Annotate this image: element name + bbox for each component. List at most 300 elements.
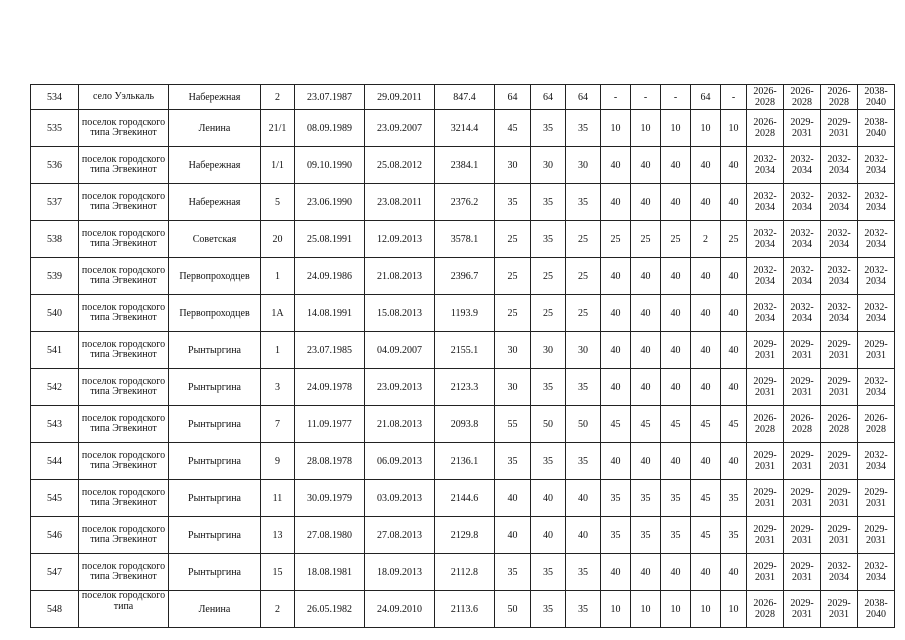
table-cell: поселок городского типа Эгвекинот: [79, 332, 169, 369]
table-row: [31, 110, 895, 147]
table-cell: 35: [531, 591, 566, 628]
table-cell: поселок городского типа Эгвекинот: [79, 184, 169, 221]
table-row: [31, 406, 895, 443]
table-cell: 548: [31, 591, 79, 628]
table-cell: 40: [631, 443, 661, 480]
table-cell: 2029-2031: [747, 369, 784, 406]
table-cell: 2144.6: [435, 480, 495, 517]
table-cell: 1: [261, 258, 295, 295]
table-cell: 40: [721, 554, 747, 591]
table-cell: 545: [31, 480, 79, 517]
table-cell: 25: [566, 295, 601, 332]
table-cell: 24.09.2010: [365, 591, 435, 628]
table-cell: 3578.1: [435, 221, 495, 258]
table-cell: 2032-2034: [784, 184, 821, 221]
table-cell: 30: [566, 332, 601, 369]
table-cell: 35: [721, 480, 747, 517]
table-cell: 2032-2034: [858, 443, 895, 480]
table-cell: 2026-2028: [747, 406, 784, 443]
table-cell: 2032-2034: [784, 258, 821, 295]
table-cell: 35: [631, 480, 661, 517]
table-cell: 40: [495, 480, 531, 517]
table-cell: 2032-2034: [858, 554, 895, 591]
table-cell: поселок городского типа Эгвекинот: [79, 443, 169, 480]
table-cell: 1А: [261, 295, 295, 332]
table-cell: 40: [721, 184, 747, 221]
table-cell: 40: [566, 480, 601, 517]
table-cell: 2032-2034: [784, 221, 821, 258]
table-cell: 40: [691, 147, 721, 184]
table-body: [31, 85, 895, 628]
table-cell: 50: [495, 591, 531, 628]
table-cell: 2026-2028: [747, 591, 784, 628]
table-cell: 35: [531, 554, 566, 591]
table-cell: 40: [661, 369, 691, 406]
table-cell: Ленина: [169, 110, 261, 147]
table-cell: 40: [691, 184, 721, 221]
table-cell: 40: [721, 295, 747, 332]
table-cell: 40: [661, 554, 691, 591]
table-cell: 537: [31, 184, 79, 221]
table-cell: 40: [601, 147, 631, 184]
table-cell: 40: [531, 480, 566, 517]
table-cell: 2032-2034: [747, 221, 784, 258]
table-cell: 2032-2034: [821, 147, 858, 184]
table-cell: Набережная: [169, 184, 261, 221]
table-cell: 18.08.1981: [295, 554, 365, 591]
table-row: [31, 147, 895, 184]
table-cell: 30: [495, 332, 531, 369]
table-cell: 2029-2031: [784, 110, 821, 147]
table-cell: 25: [495, 258, 531, 295]
table-cell: 2136.1: [435, 443, 495, 480]
table-cell: 2032-2034: [858, 184, 895, 221]
table-cell: 35: [531, 184, 566, 221]
table-cell: 35: [661, 517, 691, 554]
table-cell: 35: [661, 480, 691, 517]
table-cell: 2026-2028: [747, 110, 784, 147]
table-cell: 2029-2031: [858, 480, 895, 517]
table-cell: 3214.4: [435, 110, 495, 147]
table-cell: 55: [495, 406, 531, 443]
table-cell: 35: [601, 517, 631, 554]
table-cell: 23.07.1985: [295, 332, 365, 369]
table-cell: 40: [661, 184, 691, 221]
table-cell: 25: [631, 221, 661, 258]
table-cell: 40: [661, 258, 691, 295]
table-cell: 2155.1: [435, 332, 495, 369]
table-row: [31, 517, 895, 554]
table-row: [31, 184, 895, 221]
table-cell: 2026-2028: [821, 406, 858, 443]
table-cell: 539: [31, 258, 79, 295]
table-cell: 2026-2028: [784, 406, 821, 443]
table-cell: поселок городского типа Эгвекинот: [79, 258, 169, 295]
table-cell: 25: [495, 221, 531, 258]
table-cell: 14.08.1991: [295, 295, 365, 332]
table-cell: 45: [631, 406, 661, 443]
table-cell: 2396.7: [435, 258, 495, 295]
table-cell: 40: [691, 554, 721, 591]
table-cell: Набережная: [169, 85, 261, 110]
table-cell: Рынтыргина: [169, 480, 261, 517]
table-cell: 2029-2031: [821, 110, 858, 147]
table-row: [31, 258, 895, 295]
table-cell: 45: [691, 517, 721, 554]
table-cell: 40: [601, 443, 631, 480]
table-cell: 2032-2034: [858, 221, 895, 258]
table-row: [31, 369, 895, 406]
table-cell: 13: [261, 517, 295, 554]
table-cell: 40: [601, 369, 631, 406]
table-cell: 35: [721, 517, 747, 554]
table-cell: 2032-2034: [821, 184, 858, 221]
table-cell: -: [601, 85, 631, 110]
table-cell: 23.08.2011: [365, 184, 435, 221]
table-cell: 40: [691, 332, 721, 369]
table-cell: 23.09.2013: [365, 369, 435, 406]
table-cell: 27.08.2013: [365, 517, 435, 554]
table-cell: Набережная: [169, 147, 261, 184]
table-row: [31, 332, 895, 369]
table-cell: 2026-2028: [858, 406, 895, 443]
table-cell: 40: [601, 554, 631, 591]
table-cell: 35: [601, 480, 631, 517]
table-cell: 23.07.1987: [295, 85, 365, 110]
table-cell: 2029-2031: [821, 591, 858, 628]
table-cell: 40: [691, 443, 721, 480]
table-row: [31, 85, 895, 110]
table-cell: 541: [31, 332, 79, 369]
table-cell: поселок городского типа: [79, 591, 169, 628]
table-cell: 40: [631, 369, 661, 406]
table-row: [31, 295, 895, 332]
table-cell: 40: [631, 184, 661, 221]
table-cell: 30: [566, 147, 601, 184]
table-cell: 2029-2031: [784, 332, 821, 369]
table-cell: 45: [691, 406, 721, 443]
table-cell: 543: [31, 406, 79, 443]
table-cell: 40: [631, 554, 661, 591]
table-cell: 40: [721, 258, 747, 295]
table-cell: 45: [691, 480, 721, 517]
table-cell: 2032-2034: [821, 258, 858, 295]
table-cell: 24.09.1986: [295, 258, 365, 295]
table-cell: 15.08.2013: [365, 295, 435, 332]
table-cell: 5: [261, 184, 295, 221]
table-cell: 2: [691, 221, 721, 258]
table-cell: 2029-2031: [784, 554, 821, 591]
table-cell: 2032-2034: [747, 184, 784, 221]
table-cell: 30: [531, 147, 566, 184]
table-cell: 35: [531, 221, 566, 258]
table-cell: -: [661, 85, 691, 110]
table-cell: 2038-2040: [858, 85, 895, 110]
table-cell: 10: [631, 591, 661, 628]
table-cell: 2029-2031: [747, 443, 784, 480]
table-cell: 1/1: [261, 147, 295, 184]
table-cell: 25: [601, 221, 631, 258]
table-cell: поселок городского типа Эгвекинот: [79, 369, 169, 406]
table-row: [31, 591, 895, 628]
table-cell: 40: [601, 332, 631, 369]
table-cell: 35: [495, 184, 531, 221]
table-cell: 50: [531, 406, 566, 443]
table-cell: 03.09.2013: [365, 480, 435, 517]
table-cell: Первопроходцев: [169, 258, 261, 295]
table-cell: 2: [261, 85, 295, 110]
table-cell: 2032-2034: [858, 295, 895, 332]
table-cell: 64: [531, 85, 566, 110]
table-cell: 25: [661, 221, 691, 258]
table-cell: 25: [495, 295, 531, 332]
table-cell: 2029-2031: [747, 517, 784, 554]
table-cell: 2032-2034: [784, 147, 821, 184]
table-cell: 2032-2034: [784, 295, 821, 332]
table-cell: 10: [691, 110, 721, 147]
table-cell: 45: [661, 406, 691, 443]
table-cell: 25.08.1991: [295, 221, 365, 258]
table-cell: 28.08.1978: [295, 443, 365, 480]
table-cell: 538: [31, 221, 79, 258]
table-cell: 547: [31, 554, 79, 591]
table-cell: 540: [31, 295, 79, 332]
table-cell: 2029-2031: [784, 443, 821, 480]
table-cell: 40: [531, 517, 566, 554]
table-cell: 25.08.2012: [365, 147, 435, 184]
table-cell: 2032-2034: [858, 147, 895, 184]
table-cell: 40: [601, 184, 631, 221]
table-cell: 2029-2031: [821, 517, 858, 554]
housing-table: [30, 84, 895, 628]
table-cell: 40: [601, 258, 631, 295]
table-cell: Рынтыргина: [169, 406, 261, 443]
table-row: [31, 480, 895, 517]
table-cell: 2029-2031: [747, 554, 784, 591]
table-cell: Рынтыргина: [169, 369, 261, 406]
table-cell: 64: [691, 85, 721, 110]
table-cell: Рынтыргина: [169, 517, 261, 554]
table-cell: 847.4: [435, 85, 495, 110]
table-cell: село Уэлькаль: [79, 85, 169, 110]
table-cell: 25: [531, 258, 566, 295]
table-cell: 35: [531, 110, 566, 147]
table-cell: 25: [566, 221, 601, 258]
table-row: [31, 221, 895, 258]
table-cell: поселок городского типа Эгвекинот: [79, 110, 169, 147]
table-cell: поселок городского типа Эгвекинот: [79, 147, 169, 184]
table-cell: 40: [631, 258, 661, 295]
table-cell: 40: [601, 295, 631, 332]
table-cell: 546: [31, 517, 79, 554]
table-cell: 06.09.2013: [365, 443, 435, 480]
table-cell: Рынтыргина: [169, 332, 261, 369]
table-cell: поселок городского типа Эгвекинот: [79, 295, 169, 332]
table-cell: 11: [261, 480, 295, 517]
table-cell: 21/1: [261, 110, 295, 147]
table-cell: 2029-2031: [784, 591, 821, 628]
table-cell: -: [721, 85, 747, 110]
table-cell: 35: [631, 517, 661, 554]
table-cell: 35: [566, 184, 601, 221]
table-row: [31, 554, 895, 591]
table-cell: 40: [661, 332, 691, 369]
table-cell: 2113.6: [435, 591, 495, 628]
table-cell: 1193.9: [435, 295, 495, 332]
table-cell: 09.10.1990: [295, 147, 365, 184]
table-cell: 35: [531, 443, 566, 480]
table-cell: 7: [261, 406, 295, 443]
table-cell: 10: [601, 110, 631, 147]
table-cell: 10: [661, 591, 691, 628]
table-cell: 2032-2034: [747, 147, 784, 184]
table-cell: Рынтыргина: [169, 443, 261, 480]
table-cell: 2029-2031: [821, 480, 858, 517]
table-cell: 15: [261, 554, 295, 591]
table-cell: 2032-2034: [747, 295, 784, 332]
table-cell: 12.09.2013: [365, 221, 435, 258]
table-cell: 2029-2031: [747, 332, 784, 369]
table-cell: поселок городского типа Эгвекинот: [79, 554, 169, 591]
table-cell: 40: [631, 147, 661, 184]
table-cell: 08.09.1989: [295, 110, 365, 147]
table-cell: 11.09.1977: [295, 406, 365, 443]
table-cell: 35: [566, 443, 601, 480]
table-cell: Ленина: [169, 591, 261, 628]
table-cell: 64: [495, 85, 531, 110]
table-cell: 2029-2031: [784, 517, 821, 554]
table-cell: 30: [495, 369, 531, 406]
table-cell: поселок городского типа Эгвекинот: [79, 221, 169, 258]
table-cell: 2032-2034: [858, 258, 895, 295]
table-cell: Рынтыргина: [169, 554, 261, 591]
table-cell: 2029-2031: [784, 369, 821, 406]
table-cell: Советская: [169, 221, 261, 258]
table-cell: 10: [631, 110, 661, 147]
table-cell: 2038-2040: [858, 110, 895, 147]
table-cell: 40: [495, 517, 531, 554]
table-cell: 30: [531, 332, 566, 369]
table-cell: 10: [721, 591, 747, 628]
table-cell: 535: [31, 110, 79, 147]
table-cell: 45: [721, 406, 747, 443]
table-cell: 3: [261, 369, 295, 406]
table-cell: 04.09.2007: [365, 332, 435, 369]
table-cell: поселок городского типа Эгвекинот: [79, 517, 169, 554]
table-cell: 2029-2031: [784, 480, 821, 517]
table-cell: 2029-2031: [821, 369, 858, 406]
table-cell: 40: [691, 258, 721, 295]
table-cell: 2123.3: [435, 369, 495, 406]
table-cell: 542: [31, 369, 79, 406]
table-cell: 40: [631, 332, 661, 369]
table-cell: 40: [721, 369, 747, 406]
table-cell: 2026-2028: [821, 85, 858, 110]
table-cell: 2029-2031: [821, 443, 858, 480]
table-cell: 35: [531, 369, 566, 406]
table-cell: 40: [691, 369, 721, 406]
table-cell: -: [631, 85, 661, 110]
table-cell: 26.05.1982: [295, 591, 365, 628]
table-cell: 35: [495, 443, 531, 480]
table-row: [31, 443, 895, 480]
table-cell: 40: [721, 147, 747, 184]
table-cell: 10: [601, 591, 631, 628]
table-cell: 2112.8: [435, 554, 495, 591]
table-cell: 2376.2: [435, 184, 495, 221]
table-cell: 30: [495, 147, 531, 184]
table-cell: Первопроходцев: [169, 295, 261, 332]
table-cell: 2032-2034: [821, 554, 858, 591]
table-cell: 9: [261, 443, 295, 480]
table-cell: 2: [261, 591, 295, 628]
table-cell: поселок городского типа Эгвекинот: [79, 406, 169, 443]
table-cell: 27.08.1980: [295, 517, 365, 554]
table-cell: 40: [631, 295, 661, 332]
table-cell: 23.06.1990: [295, 184, 365, 221]
table-cell: 2032-2034: [821, 295, 858, 332]
table-cell: поселок городского типа Эгвекинот: [79, 480, 169, 517]
table-cell: 2029-2031: [821, 332, 858, 369]
table-cell: 25: [721, 221, 747, 258]
table-cell: 2032-2034: [747, 258, 784, 295]
table-cell: 2032-2034: [858, 369, 895, 406]
table-cell: 40: [566, 517, 601, 554]
table-cell: 21.08.2013: [365, 258, 435, 295]
table-cell: 2129.8: [435, 517, 495, 554]
table-cell: 35: [566, 554, 601, 591]
table-cell: 1: [261, 332, 295, 369]
table-cell: 2029-2031: [858, 517, 895, 554]
table-cell: 536: [31, 147, 79, 184]
table-cell: 40: [721, 332, 747, 369]
table-cell: 10: [691, 591, 721, 628]
table-cell: 23.09.2007: [365, 110, 435, 147]
table-cell: 40: [721, 443, 747, 480]
table-cell: 35: [566, 110, 601, 147]
table-cell: 2032-2034: [821, 221, 858, 258]
table-cell: 24.09.1978: [295, 369, 365, 406]
table-cell: 2029-2031: [747, 480, 784, 517]
table-cell: 2384.1: [435, 147, 495, 184]
table-cell: 534: [31, 85, 79, 110]
table-cell: 2038-2040: [858, 591, 895, 628]
table-cell: 30.09.1979: [295, 480, 365, 517]
table-cell: 45: [601, 406, 631, 443]
table-cell: 20: [261, 221, 295, 258]
table-cell: 40: [661, 147, 691, 184]
table-cell: 2029-2031: [858, 332, 895, 369]
table-cell: 18.09.2013: [365, 554, 435, 591]
table-cell: 10: [721, 110, 747, 147]
table-cell: 21.08.2013: [365, 406, 435, 443]
table-cell: 2093.8: [435, 406, 495, 443]
table-cell: 40: [661, 295, 691, 332]
table-cell: 10: [661, 110, 691, 147]
table-cell: 2026-2028: [784, 85, 821, 110]
table-cell: 64: [566, 85, 601, 110]
table-cell: 35: [566, 591, 601, 628]
table-cell: 45: [495, 110, 531, 147]
table-cell: 40: [661, 443, 691, 480]
table-cell: 35: [566, 369, 601, 406]
table-cell: 50: [566, 406, 601, 443]
table-cell: 544: [31, 443, 79, 480]
table-cell: 2026-2028: [747, 85, 784, 110]
table-cell: 25: [566, 258, 601, 295]
table-cell: 25: [531, 295, 566, 332]
table-cell: 29.09.2011: [365, 85, 435, 110]
